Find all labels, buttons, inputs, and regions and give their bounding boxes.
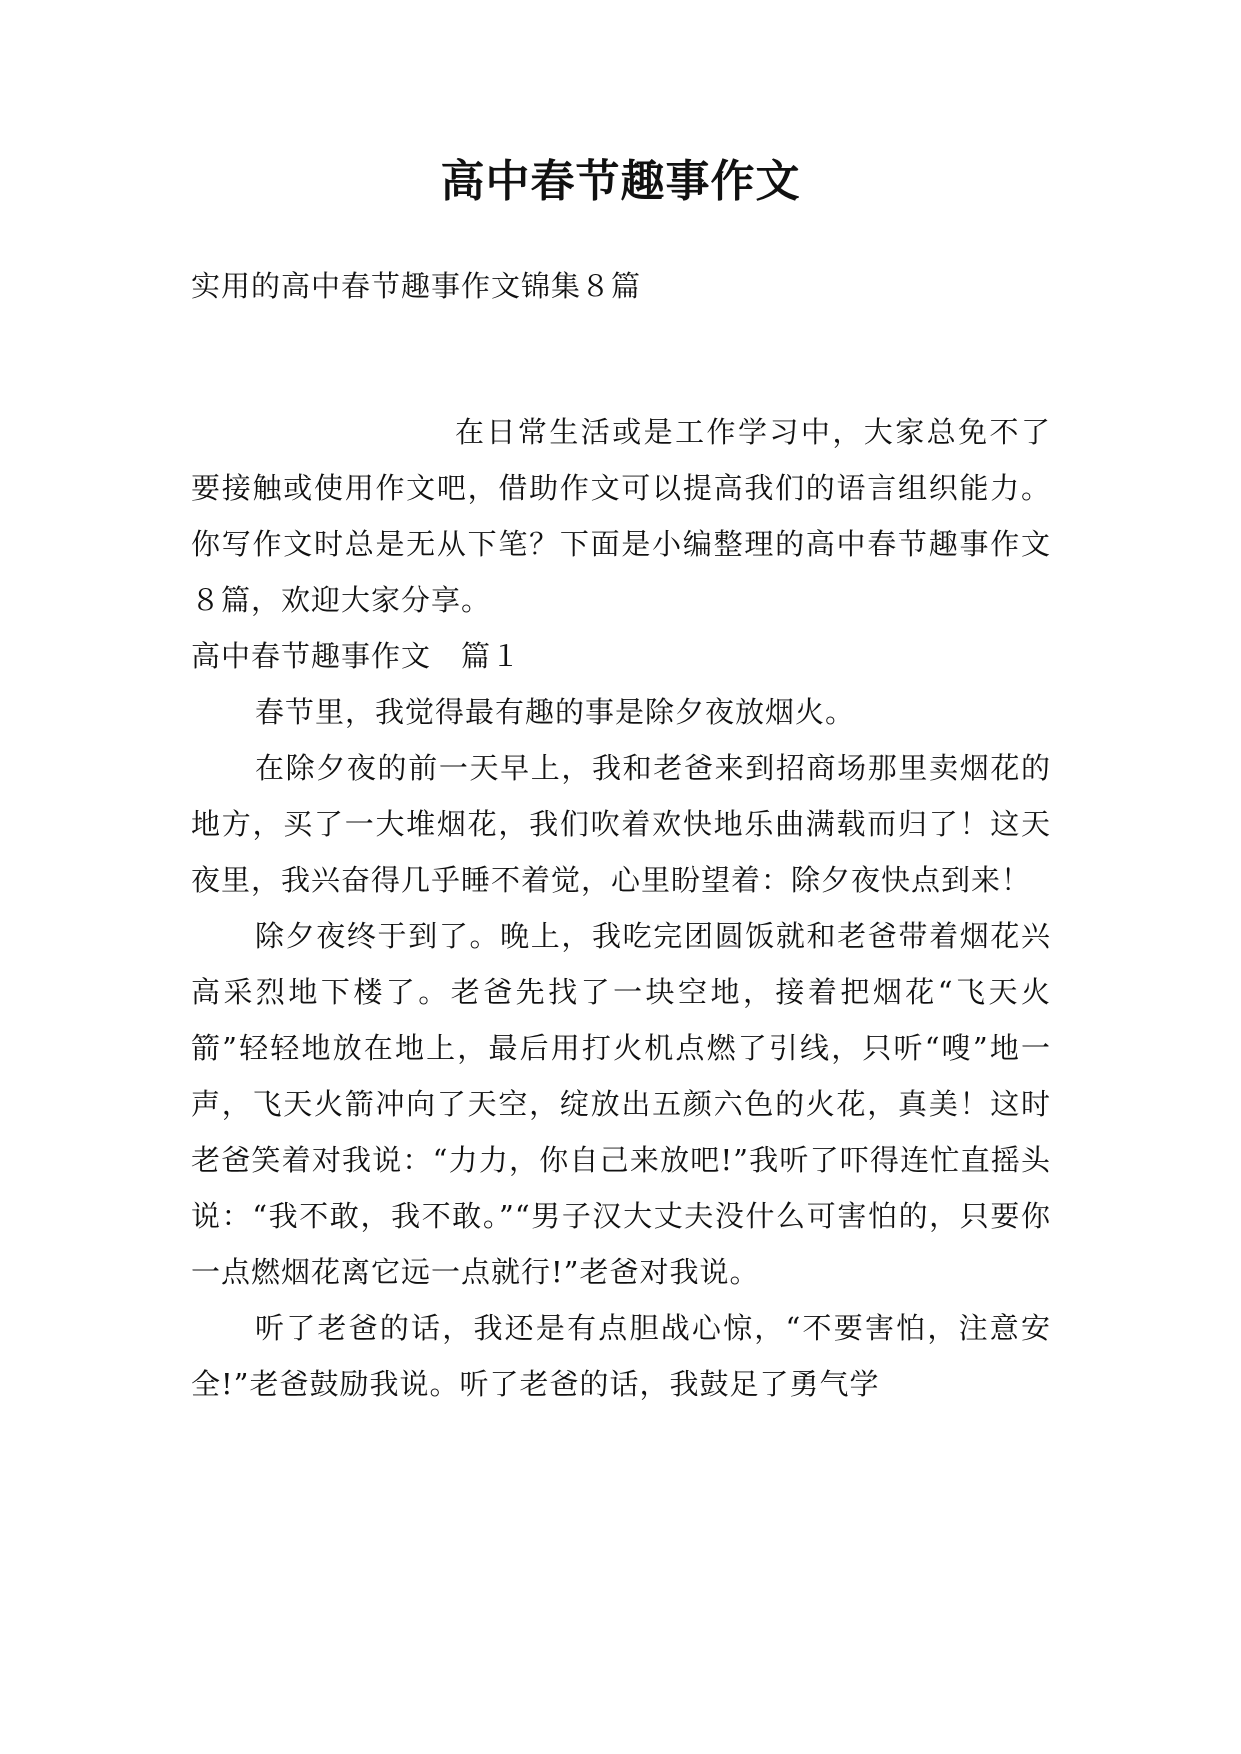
document-title: 高中春节趣事作文	[440, 156, 801, 207]
body-paragraph: 在除夕夜的前一天早上，我和老爸来到招商场那里卖烟花的地方，买了一大堆烟花，我们吹着欢快地乐曲满载而归了！这天夜里，我兴奋得几乎睡不着觉，心里盼望着：除夕夜快点到来！	[191, 751, 1051, 897]
body-paragraph: 除夕夜终于到了。晚上，我吃完团圆饭就和老爸带着烟花兴高采烈地下楼了。老爸先找了一块空地，接着把烟花“飞天火箭”轻轻地放在地上，最后用打火机点燃了引线，只听“嗖”地一声，飞天火箭冲向了天空，绽放出五颜六色的火花，真美！这时老爸笑着对我说：“力力，你自己来放吧!”我听了吓得连忙直摇头说：“我不敢，我不敢。”“男子汉大丈夫没什么可害怕的，只要你一点燃烟花离它远一点就行!”老爸对我说。	[191, 919, 1051, 1289]
intro-paragraph: 在日常生活或是工作学习中，大家总免不了要接触或使用作文吧，借助作文可以提高我们的语言组织能力。你写作文时总是无从下笔？下面是小编整理的高中春节趣事作文８篇，欢迎大家分享。	[191, 415, 1051, 617]
document-subtitle: 实用的高中春节趣事作文锦集８篇	[191, 269, 642, 303]
body-paragraph: 春节里，我觉得最有趣的事是除夕夜放烟火。	[255, 695, 856, 729]
body-paragraph: 听了老爸的话，我还是有点胆战心惊，“不要害怕，注意安全!”老爸鼓励我说。听了老爸的话，我鼓足了勇气学	[191, 1311, 1051, 1401]
document-body	[191, 404, 1051, 1412]
section-heading: 高中春节趣事作文 篇１	[191, 639, 522, 673]
